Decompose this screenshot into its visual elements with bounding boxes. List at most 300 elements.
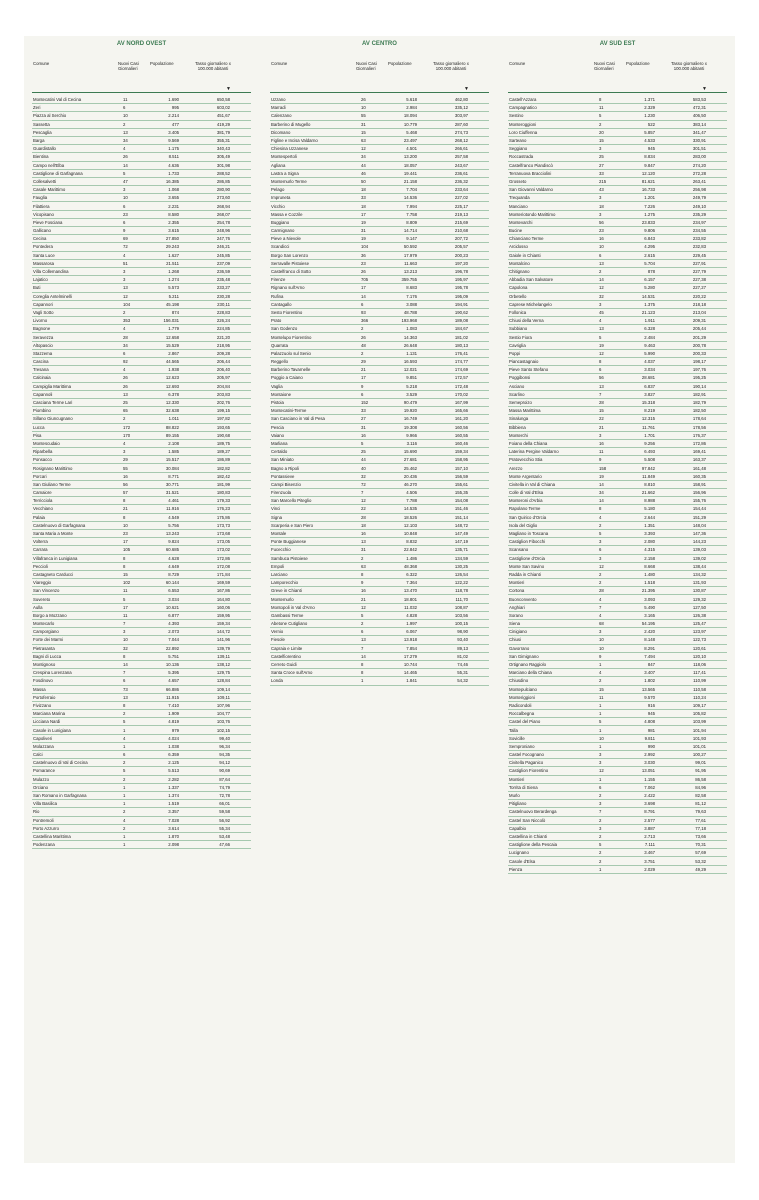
table-row [270,529,489,537]
comune-cell: Peccioli [33,563,48,569]
table-row [270,145,489,153]
comune-cell: Pitigliano [509,801,527,807]
tasso-cell: 180,13 [454,342,468,348]
tasso-cell: 105,82 [692,711,706,717]
table-row [270,276,489,284]
popolazione-cell: 1.938 [168,367,179,373]
table-row [508,456,727,464]
comune-cell: Montaione [271,391,292,397]
table-row [508,783,727,791]
comune-cell: San Godenzo [271,326,298,332]
popolazione-cell: 1.201 [644,195,655,201]
casi-cell: 12 [599,350,604,356]
tasso-cell: 118,06 [693,662,706,668]
tasso-cell: 165,66 [454,408,468,414]
comune-cell: Uzzano [271,97,286,103]
table-row [270,554,489,562]
table-row [508,104,727,112]
casi-cell: 8 [123,702,126,708]
comune-cell: Pelago [271,187,285,193]
popolazione-cell: 1.131 [406,350,417,356]
sort-arrow-icon[interactable]: ▼ [226,86,231,92]
tasso-cell: 228,83 [216,309,230,315]
casi-cell: 31 [361,424,366,430]
tasso-cell: 117,41 [693,670,706,676]
popolazione-cell: 27.850 [165,236,179,242]
tasso-cell: 148,72 [454,522,468,528]
comune-cell: San Marcello Piteglio [271,498,312,504]
popolazione-cell: 979 [171,727,179,733]
tasso-cell: 193,65 [216,424,230,430]
comune-cell: Montalcino [509,260,530,266]
comune-cell: Pistoia [271,400,284,406]
casi-cell: 152 [361,400,369,406]
popolazione-cell: 21.158 [403,178,417,184]
table-row [508,718,727,726]
casi-cell: 19 [599,473,604,479]
tasso-cell: 266,61 [454,146,468,152]
table-row [508,194,727,202]
popolazione-cell: 14.465 [403,670,417,676]
comune-cell: Rapolano Terme [509,506,541,512]
tasso-cell: 135,71 [454,547,468,553]
tasso-cell: 206,40 [216,367,230,373]
casi-cell: 20 [599,129,604,135]
casi-cell: 16 [599,236,604,242]
popolazione-cell: 48.788 [403,309,417,315]
table-row [32,120,251,128]
table-row [508,824,727,832]
casi-cell: 172 [123,424,131,430]
casi-cell: 19 [599,342,604,348]
table-row [32,726,251,734]
casi-cell: 1 [123,784,126,790]
popolazione-cell: 3.116 [406,440,417,446]
casi-cell: 2 [599,522,602,528]
tasso-cell: 229,45 [692,252,706,258]
comune-cell: Aulla [33,604,43,610]
popolazione-cell: 5.508 [644,457,655,463]
tasso-cell: 178,56 [692,424,706,430]
popolazione-cell: 1.175 [168,146,179,152]
tasso-cell: 234,97 [692,219,706,225]
tasso-cell: 305,49 [216,154,230,160]
popolazione-cell: 25.462 [403,465,417,471]
tasso-cell: 159,34 [454,449,468,455]
casi-cell: 105 [123,547,131,553]
casi-cell: 46 [361,170,366,176]
table-row [32,824,251,832]
casi-cell: 8 [123,563,126,569]
table-row [270,472,489,480]
table-row [32,767,251,775]
casi-cell: 28 [361,514,366,520]
popolazione-cell: 12.658 [165,334,179,340]
tasso-cell: 381,79 [216,129,230,135]
comune-cell: Semproniano [509,743,535,749]
casi-cell: 5 [599,531,602,537]
casi-cell: 69 [123,236,128,242]
comune-cell: Abbadia San Salvatore [509,277,553,283]
tasso-cell: 139,02 [692,555,706,561]
tasso-cell: 164,80 [216,596,230,602]
popolazione-cell: 2.984 [406,105,417,111]
popolazione-cell: 2.713 [644,833,655,839]
casi-cell: 5 [123,596,126,602]
comune-cell: Castelnuovo di Garfagnana [33,522,86,528]
tasso-cell: 182,82 [216,465,230,471]
popolazione-cell: 7.854 [406,645,417,651]
popolazione-cell: 9.966 [406,432,417,438]
tasso-cell: 120,10 [692,653,706,659]
table-row [32,595,251,603]
casi-cell: 10 [123,637,128,643]
table-row [32,685,251,693]
casi-cell: 13 [599,383,604,389]
popolazione-cell: 54.195 [641,621,655,627]
comune-cell: Vicopisano [33,211,54,217]
table-row [508,497,727,505]
table-row [270,259,489,267]
casi-cell: 72 [123,244,128,250]
column-title: AV SUD EST [599,41,636,47]
table-row [32,145,251,153]
table-row [270,628,489,636]
popolazione-cell: 945 [647,711,655,717]
popolazione-cell: 16.749 [403,416,417,422]
casi-cell: 57 [123,490,128,496]
popolazione-cell: 9.570 [644,694,655,700]
tasso-cell: 134,32 [692,571,706,577]
casi-cell: 63 [361,563,366,569]
tasso-cell: 583,53 [692,97,706,103]
casi-cell: 18 [599,203,604,209]
table-row [508,832,727,840]
tasso-cell: 147,36 [692,531,706,537]
tasso-cell: 98,90 [457,629,468,635]
popolazione-cell: 22.892 [165,645,179,651]
comune-cell: Anghiari [509,604,525,610]
tasso-cell: 126,54 [454,571,468,577]
table-header [508,61,727,92]
popolazione-cell: 6.359 [168,752,179,758]
comune-cell: Calenzano [271,113,292,119]
casi-cell: 10 [361,105,366,111]
comune-cell: Laterina Pergine Valdarno [509,449,559,455]
tasso-cell: 189,08 [454,318,468,324]
tasso-cell: 340,43 [216,146,230,152]
comune-cell: Bucine [509,228,523,234]
header-comune: Comune [33,61,50,66]
casi-cell: 2 [123,121,126,127]
comune-cell: Pescaglia [33,129,52,135]
popolazione-cell: 31.521 [165,490,179,496]
tasso-cell: 650,58 [216,97,230,103]
casi-cell: 26 [123,154,128,160]
casi-cell: 31 [361,121,366,127]
tasso-cell: 47,66 [219,842,230,848]
comune-cell: Tresana [33,367,49,373]
comune-cell: Fivizzano [33,702,52,708]
casi-cell: 34 [599,490,604,496]
table-row [270,243,489,251]
table-row [270,562,489,570]
table-row [508,259,727,267]
comune-cell: Londa [271,678,283,684]
tasso-cell: 182,79 [692,400,706,406]
tasso-cell: 77,18 [695,825,706,831]
comune-cell: Castelnuovo di Val di Cecina [33,760,88,766]
popolazione-cell: 1.011 [168,416,179,422]
header-casi: Nuovi Casi Giornalieri [356,61,377,72]
comune-cell: Casole in Lunigiana [33,727,71,733]
tasso-cell: 419,29 [216,121,230,127]
tasso-cell: 99,40 [219,735,230,741]
column-title: AV NORD OVEST [116,41,167,47]
casi-cell: 3 [599,539,602,545]
table-row [270,415,489,423]
tasso-cell: 249,79 [692,195,706,201]
sort-arrow-icon[interactable]: ▼ [702,86,707,92]
comune-cell: Monterchi [509,432,528,438]
tasso-cell: 268,94 [216,203,230,209]
tasso-cell: 81,12 [695,801,706,807]
popolazione-cell: 10.744 [403,662,417,668]
tasso-cell: 110,99 [693,678,706,684]
tasso-cell: 246,21 [216,244,230,250]
comune-cell: Monte San Savino [509,563,545,569]
tasso-cell: 301,51 [692,146,706,152]
casi-cell: 215 [599,178,607,184]
table-row [270,96,489,104]
table-row [32,194,251,202]
casi-cell: 21 [361,596,366,602]
popolazione-cell: 6.322 [406,571,417,577]
popolazione-cell: 2.080 [644,539,655,545]
comune-cell: Campo nell'Elba [33,162,65,168]
casi-cell: 2 [599,121,602,127]
casi-cell: 23 [599,228,604,234]
comune-cell: Carrara [33,547,48,553]
table-row [270,538,489,546]
tasso-cell: 96,34 [219,743,230,749]
casi-cell: 7 [123,621,126,627]
table-row [32,308,251,316]
popolazione-cell: 30.084 [165,465,179,471]
popolazione-cell: 15.690 [403,449,417,455]
tasso-cell: 74,79 [219,784,230,790]
popolazione-cell: 23.497 [403,138,417,144]
casi-cell: 11 [599,694,604,700]
popolazione-cell: 4.393 [168,621,179,627]
table-row [270,358,489,366]
table-row [508,644,727,652]
table-row [32,521,251,529]
table-row [32,153,251,161]
tasso-cell: 155,35 [454,490,468,496]
tasso-cell: 195,09 [454,293,468,299]
table-row [32,783,251,791]
table-row [32,341,251,349]
casi-cell: 34 [123,342,128,348]
table-row [508,120,727,128]
report-page [24,36,735,1163]
table-row [508,136,727,144]
header-divider [270,92,489,93]
tasso-cell: 129,32 [692,596,706,602]
comune-cell: Seggiano [509,146,528,152]
popolazione-cell: 2.158 [644,555,655,561]
table-row [508,300,727,308]
table-row [32,480,251,488]
table-row [270,398,489,406]
popolazione-cell: 8.668 [644,563,655,569]
popolazione-cell: 995 [171,105,179,111]
table-row [508,841,727,849]
table-row [32,439,251,447]
table-row [270,464,489,472]
comune-cell: Massa [33,686,46,692]
table-row [32,169,251,177]
comune-cell: Campagnatico [509,105,537,111]
casi-cell: 7 [599,604,602,610]
comune-cell: Montescudaio [33,440,60,446]
table-row [508,284,727,292]
casi-cell: 16 [123,473,128,479]
tasso-cell: 138,44 [692,563,706,569]
popolazione-cell: 14.714 [403,228,417,234]
tasso-cell: 163,37 [692,457,706,463]
popolazione-cell: 1.627 [168,252,179,258]
casi-cell: 15 [599,138,604,144]
table-row [270,636,489,644]
comune-cell: Livorno [33,318,48,324]
table-row [508,652,727,660]
tasso-cell: 110,24 [693,694,706,700]
popolazione-cell: 11.915 [166,694,179,700]
tasso-cell: 197,76 [692,367,706,373]
casi-cell: 7 [361,645,364,651]
casi-cell: 8 [361,670,364,676]
casi-cell: 33 [361,408,366,414]
comune-cell: Barga [33,138,45,144]
popolazione-cell: 945 [647,146,655,152]
table-row [508,96,727,104]
popolazione-cell: 18.801 [403,596,417,602]
table-row [32,636,251,644]
casi-cell: 6 [599,367,602,373]
casi-cell: 3 [123,277,126,283]
tasso-cell: 234,55 [692,228,706,234]
comune-cell: Roccalbegna [509,711,535,717]
tasso-cell: 451,67 [216,113,230,119]
comune-cell: Guardistallo [33,146,56,152]
popolazione-cell: 3.165 [644,612,655,618]
comune-cell: Piazza al Serchio [33,113,67,119]
casi-cell: 29 [123,457,128,463]
tasso-cell: 171,84 [216,571,230,577]
table-row [32,456,251,464]
casi-cell: 7 [599,809,602,815]
table-row [508,513,727,521]
comune-cell: Gaiole in Chianti [509,252,541,258]
tasso-cell: 147,49 [454,531,468,537]
comune-cell: Foiano della Chiana [509,440,548,446]
comune-cell: Casole d'Elsa [509,858,536,864]
comune-cell: Montevarchi [509,219,533,225]
casi-cell: 1 [599,776,602,782]
casi-cell: 11 [599,105,604,111]
table-row [508,800,727,808]
table-row [270,366,489,374]
popolazione-cell: 4.315 [644,547,655,553]
table-row [508,112,727,120]
table-row [32,366,251,374]
tasso-cell: 273,60 [216,195,230,201]
popolazione-cell: 7.044 [168,637,179,643]
tasso-cell: 189,27 [216,449,230,455]
sort-arrow-icon[interactable]: ▼ [464,86,469,92]
casi-cell: 47 [123,178,128,184]
table-row [270,153,489,161]
popolazione-cell: 4.037 [644,359,655,365]
table-row [270,317,489,325]
tasso-cell: 236,59 [216,269,230,275]
popolazione-cell: 88.822 [165,424,179,430]
tasso-cell: 190,68 [216,432,230,438]
popolazione-cell: 13.918 [403,637,417,643]
popolazione-cell: 7.758 [406,211,417,217]
header-tasso: Tasso giornaliero x 100.000 abitanti [433,61,469,72]
casi-cell: 16 [599,440,604,446]
casi-cell: 5 [599,842,602,848]
comune-cell: Cinigiano [509,629,527,635]
table-row [270,341,489,349]
casi-cell: 73 [123,686,128,692]
tasso-cell: 155,76 [692,498,706,504]
popolazione-cell: 17.979 [403,252,417,258]
tasso-cell: 90,69 [219,768,230,774]
comune-cell: Civitella Paganico [509,760,544,766]
comune-cell: Montale [271,531,287,537]
table-row [32,325,251,333]
table-row [32,382,251,390]
comune-cell: Castiglion Fibocchi [509,539,546,545]
table-row [270,136,489,144]
tasso-cell: 197,20 [454,260,468,266]
casi-cell: 4 [599,670,602,676]
casi-cell: 4 [123,326,126,332]
popolazione-cell: 13.565 [641,686,655,692]
casi-cell: 9 [361,383,364,389]
comune-cell: Montieri [509,776,525,782]
tasso-cell: 130,87 [692,588,706,594]
comune-cell: Pienza [509,866,523,872]
tasso-cell: 118,78 [455,588,468,594]
casi-cell: 55 [361,113,366,119]
table-row [508,382,727,390]
tasso-cell: 139,79 [216,645,230,651]
popolazione-cell: 1.870 [168,833,179,839]
table-row [32,505,251,513]
casi-cell: 2 [361,326,364,332]
popolazione-cell: 8.148 [644,637,655,643]
table-row [32,161,251,169]
table-row [270,423,489,431]
table-row [32,652,251,660]
casi-cell: 2 [599,858,602,864]
table-row [32,538,251,546]
